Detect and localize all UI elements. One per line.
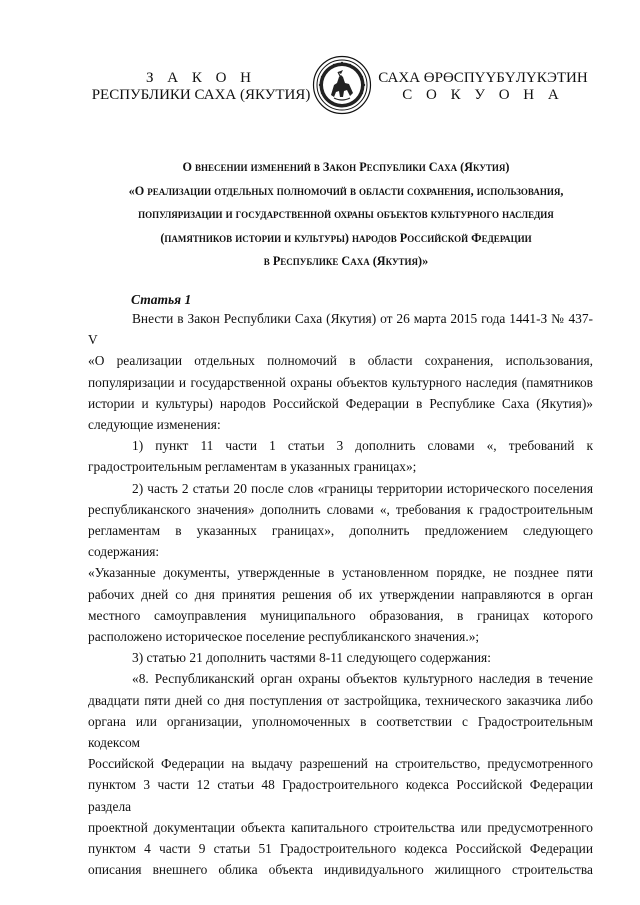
body-line: расположено историческое поселение республиканского значения.»; [88, 629, 480, 645]
body-line: местного самоуправления муниципального образования, в границах которого [88, 607, 593, 623]
body-line: «Указанные документы, утвержденные в установленном порядке, не позднее пяти [88, 565, 593, 581]
body-line: описания внешнего облика объекта индивидуального жилищного строительства [88, 862, 593, 878]
body-line: Российской Федерации на выдачу разрешений на строительство, предусмотренного [88, 756, 593, 772]
article-body [88, 308, 593, 880]
title-line: «О реализации отдельных полномочий в области сохранения, использования, [128, 183, 564, 198]
title-line: О внесении изменений в Закон Республики Саха (Якутия) [182, 160, 510, 174]
body-line: регламентам в указанных границах», дополнить предложением следующего содержания: [88, 523, 593, 560]
body-line: проектной документации объекта капитального строительства или предусмотренного [88, 819, 593, 835]
body-line: 3) статью 21 дополнить частями 8-11 следующего содержания: [132, 650, 491, 666]
body-line: градостроительным регламентам в указанных границах»; [88, 459, 417, 475]
header-right-line1: САХА ӨРӨСПҮҮБҮЛҮКЭТИН [378, 70, 588, 86]
header-left [86, 70, 316, 104]
body-line: 2) часть 2 статьи 20 после слов «границы территории исторического поселения [132, 480, 593, 496]
body-line: популяризации и государственной охраны объектов культурного наследия (памятников [88, 374, 593, 390]
header-right [378, 70, 588, 104]
body-line: «8. Республиканский орган охраны объектов культурного наследия в течение [132, 671, 593, 687]
law-title [86, 156, 606, 274]
body-line: истории и культуры) народов Российской Федерации в Республике Саха (Якутия)» [88, 395, 593, 411]
title-line: (памятников истории и культуры) народов Российской Федерации [160, 230, 532, 245]
header-left-line2: РЕСПУБЛИКИ САХА (ЯКУТИЯ) [91, 87, 311, 103]
body-line: республиканского значения» дополнить словами «, требования к градостроительным [88, 501, 593, 517]
body-line: 1) пункт 11 части 1 статьи 3 дополнить словами «, требований к [132, 438, 593, 454]
body-line: «О реализации отдельных полномочий в области сохранения, использования, [88, 353, 593, 369]
body-line: Внести в Закон Республики Саха (Якутия) от 26 марта 2015 года 1441-З № 437-V [88, 311, 593, 348]
title-line: популяризации и государственной охраны объектов культурного наследия [138, 207, 554, 221]
header-left-line1: З А К О Н [145, 70, 257, 86]
body-line: двадцати пяти дней со дня поступления от застройщика, технического заказчика либо [88, 692, 593, 708]
body-line: органа или организации, уполномоченных в соответствии с Градостроительным кодексом [88, 713, 593, 751]
title-line: в Республике Саха (Якутия)» [263, 254, 429, 268]
article-heading: Статья 1 [131, 292, 192, 307]
sakha-emblem-icon [312, 55, 372, 115]
body-line: рабочих дней со дня принятия решения об их утверждении направляются в орган [88, 586, 593, 602]
body-line: пунктом 3 части 12 статьи 48 Градостроительного кодекса Российской Федерации раздела [88, 777, 593, 814]
header-right-line2: С О К У О Н А [402, 87, 564, 103]
body-line: пунктом 4 части 9 статьи 51 Градостроительного кодекса Российской Федерации [88, 841, 593, 857]
body-line: следующие изменения: [88, 417, 221, 433]
